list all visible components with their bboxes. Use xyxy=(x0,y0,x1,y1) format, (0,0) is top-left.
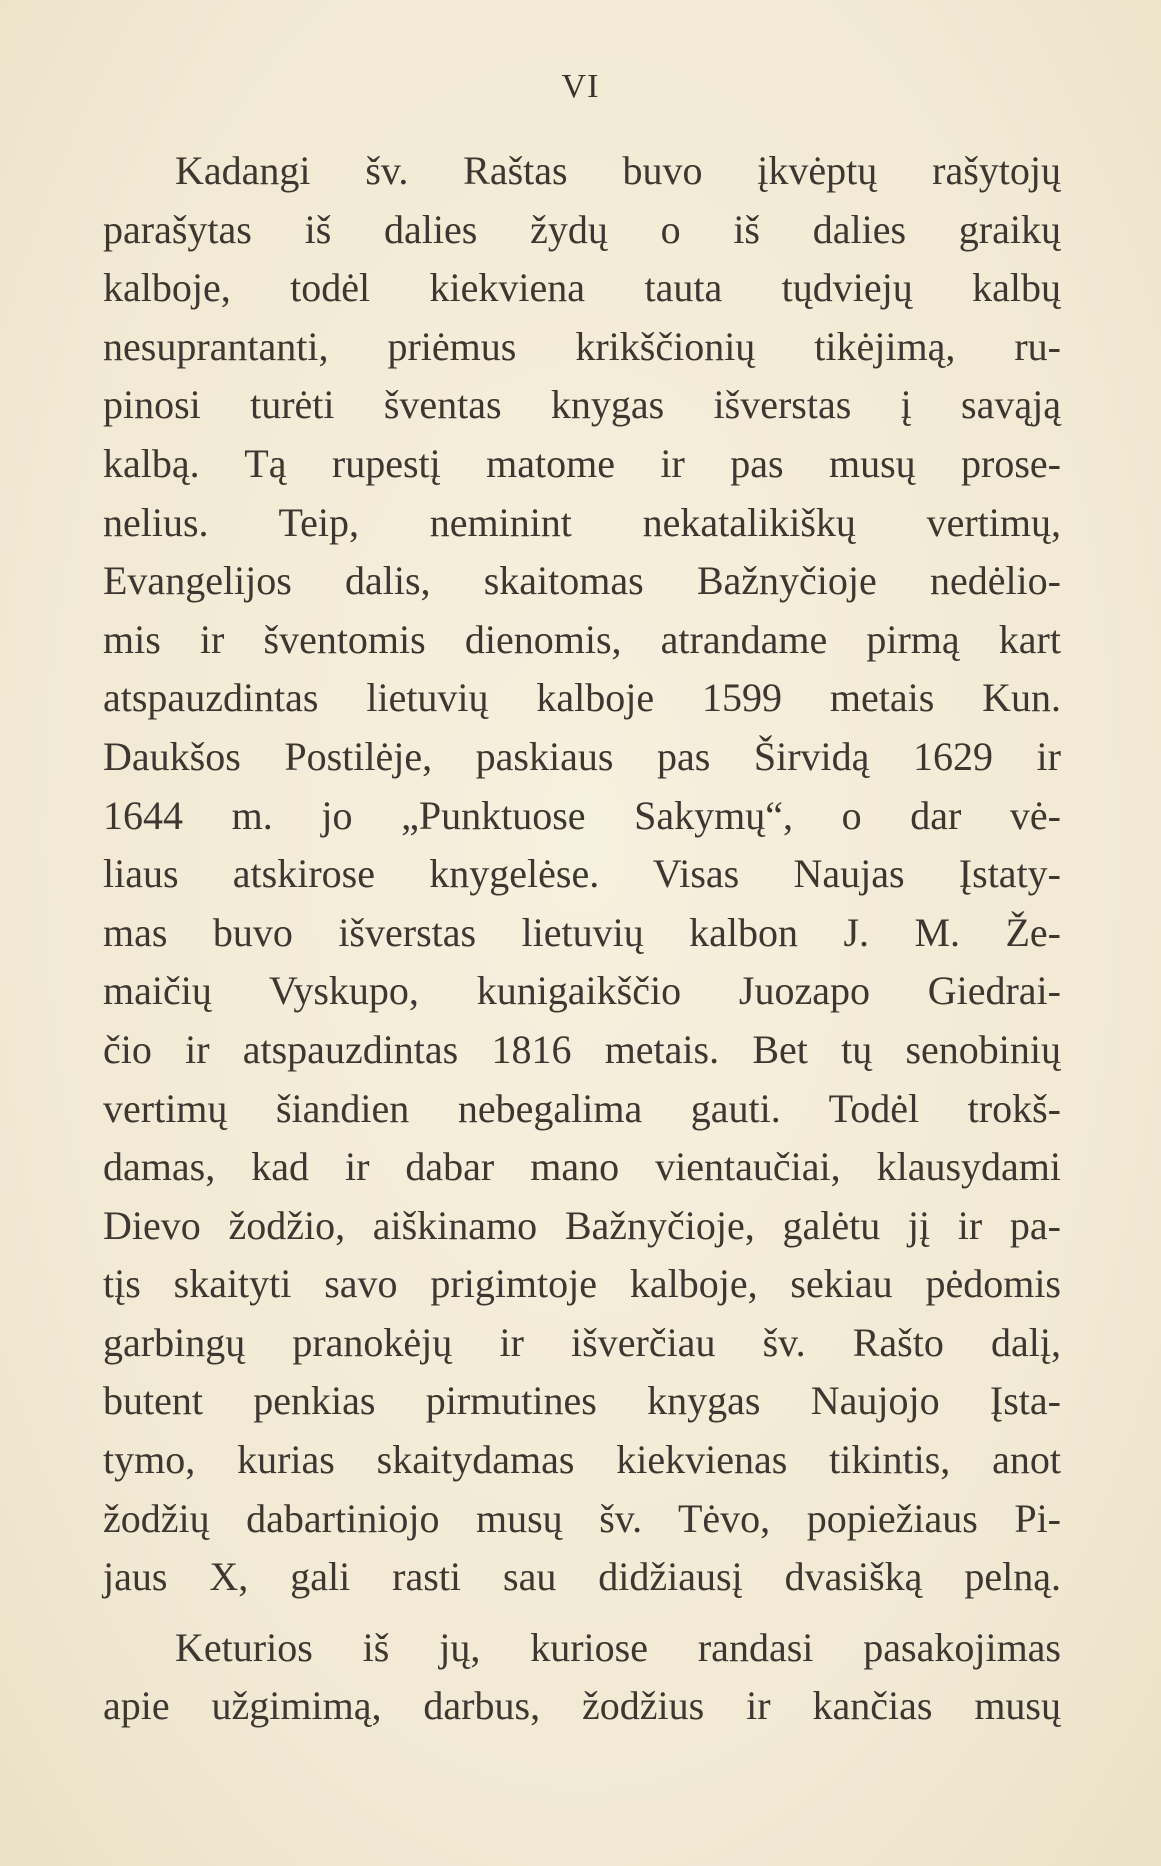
text-line: apie užgimimą, darbus, žodžius ir kančias musų xyxy=(103,1683,1061,1729)
text-line: Dievo žodžio, aiškinamo Bažnyčioje, galėtu jį ir pa- xyxy=(103,1202,1061,1248)
text-line: tymo, kurias skaitydamas kiekvienas tikintis, anot xyxy=(103,1437,1061,1483)
text-line: tįs skaityti savo prigimtoje kalboje, sekiau pėdomis xyxy=(103,1261,1061,1307)
text-line: damas, kad ir dabar mano vientaučiai, klausydami xyxy=(103,1144,1061,1190)
text-line: žodžių dabartiniojo musų šv. Tėvo, popiežiaus Pi- xyxy=(103,1495,1061,1541)
text-line: garbingų pranokėjų ir išverčiau šv. Rašto dalį, xyxy=(103,1319,1061,1365)
text-line: atspauzdintas lietuvių kalboje 1599 metais Kun. xyxy=(103,675,1061,721)
text-line: mis ir šventomis dienomis, atrandame pirmą kart xyxy=(103,616,1061,662)
body-text xyxy=(103,142,1061,1736)
text-line: kalbą. Tą rupestį matome ir pas musų prose- xyxy=(103,440,1061,486)
text-line: 1644 m. jo „Punktuose Sakymų“, o dar vė- xyxy=(103,792,1061,838)
text-line: Evangelijos dalis, skaitomas Bažnyčioje nedėlio- xyxy=(103,558,1061,604)
text-line: butent penkias pirmutines knygas Naujojo Įsta- xyxy=(103,1378,1061,1424)
text-line: Daukšos Postilėje, paskiaus pas Širvidą 1629 ir xyxy=(103,733,1061,779)
text-line: čio ir atspauzdintas 1816 metais. Bet tų senobinių xyxy=(103,1026,1061,1072)
text-line: kalboje, todėl kiekviena tauta tųdviejų kalbų xyxy=(103,265,1061,311)
page-number: VI xyxy=(561,68,600,105)
text-line: Keturios iš jų, kuriose randasi pasakojimas xyxy=(175,1624,1061,1670)
text-line: parašytas iš dalies žydų o iš dalies graikų xyxy=(103,206,1061,252)
text-line: Kadangi šv. Raštas buvo įkvėptų rašytojų xyxy=(175,148,1061,193)
text-line: maičių Vyskupo, kunigaikščio Juozapo Giedrai- xyxy=(103,968,1061,1014)
text-line: nesuprantanti, priėmus krikščionių tikėjimą, ru- xyxy=(103,323,1061,369)
text-line: pinosi turėti šventas knygas išverstas į savąją xyxy=(103,382,1061,428)
paragraph-2 xyxy=(103,1619,1061,1736)
paragraph-gap xyxy=(103,1607,1061,1619)
paragraph-1 xyxy=(103,142,1061,1607)
text-line: nelius. Teip, neminint nekatalikiškų vertimų, xyxy=(103,499,1061,545)
text-line: vertimų šiandien nebegalima gauti. Todėl trokš- xyxy=(103,1085,1061,1131)
text-line: mas buvo išverstas lietuvių kalbon J. M. Že- xyxy=(103,909,1061,955)
text-line: liaus atskirose knygelėse. Visas Naujas Įstaty- xyxy=(103,851,1061,897)
text-line: jaus X, gali rasti sau didžiausį dvasišką pelną. xyxy=(103,1554,1061,1600)
